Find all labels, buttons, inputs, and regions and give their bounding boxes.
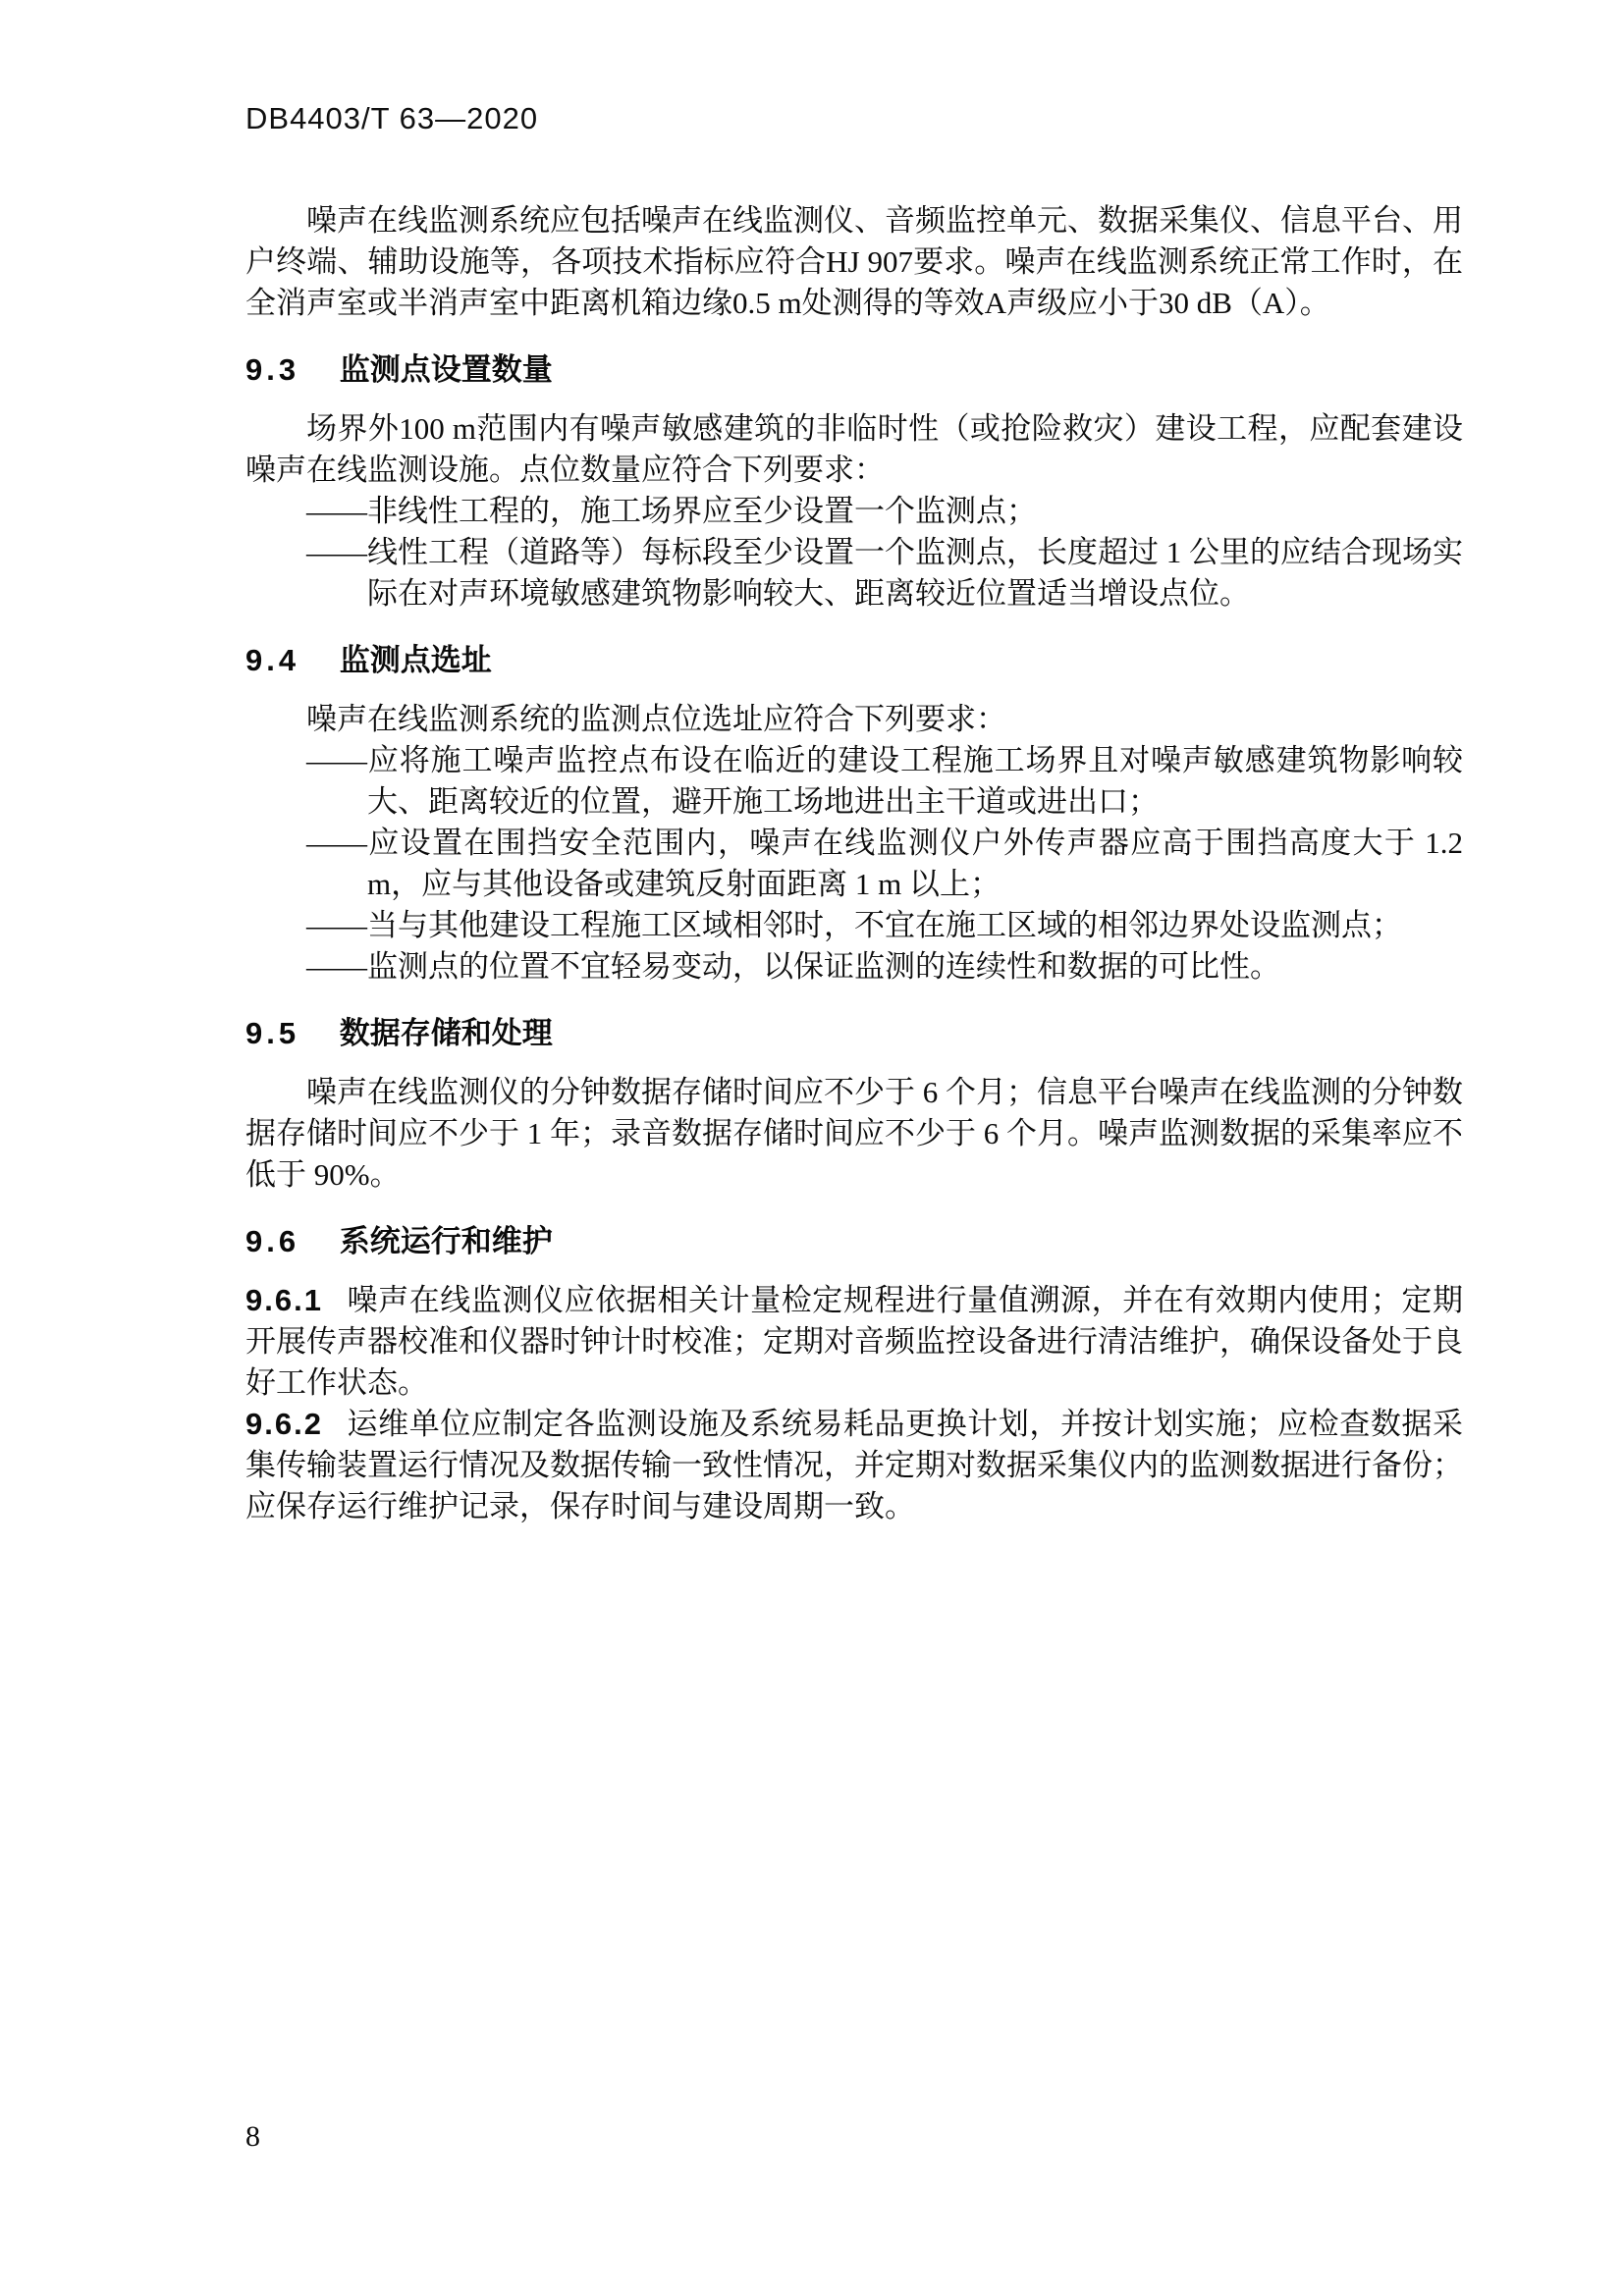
intro-paragraph: 噪声在线监测系统应包括噪声在线监测仪、音频监控单元、数据采集仪、信息平台、用户终端、辅助设施等，各项技术指标应符合HJ 907要求。噪声在线监测系统正常工作时，在全消声室或半消声室中距离机箱边缘0.5 m处测得的等效A声级应小于30 dB（A）。 [245, 203, 1463, 320]
page-header [245, 98, 1463, 139]
clause-9-6-1 [245, 1280, 1463, 1404]
section-9-5-title: 数据存储和处理 [339, 1016, 553, 1050]
section-9-4-title: 监测点选址 [339, 643, 492, 677]
section-9-4-list-item: ——应将施工噪声监控点布设在临近的建设工程施工场界且对噪声敏感建筑物影响较大、距离较近的位置，避开施工场地进出主干道或进出口； [306, 743, 1463, 819]
section-9-3-paragraph: 场界外100 m范围内有噪声敏感建筑的非临时性（或抢险救灾）建设工程，应配套建设噪声在线监测设施。点位数量应符合下列要求： [245, 411, 1463, 487]
section-9-3-title: 监测点设置数量 [339, 352, 553, 387]
clause-9-6-1-number: 9.6.1 [245, 1283, 323, 1317]
page-number: 8 [245, 2120, 260, 2153]
section-9-4-list-item: ——监测点的位置不宜轻易变动，以保证监测的连续性和数据的可比性。 [306, 949, 1280, 984]
section-9-5-paragraph: 噪声在线监测仪的分钟数据存储时间应不少于 6 个月；信息平台噪声在线监测的分钟数据存储时间应不少于 1 年；录音数据存储时间应不少于 6 个月。噪声监测数据的采集率应不低于 90%。 [245, 1075, 1463, 1192]
section-9-3-list-item: ——非线性工程的，施工场界应至少设置一个监测点； [306, 494, 1037, 528]
doc-code: DB4403/T 63—2020 [245, 101, 539, 135]
section-9-4-paragraph: 噪声在线监测系统的监测点位选址应符合下列要求： [306, 702, 1006, 736]
clause-9-6-2 [245, 1404, 1463, 1527]
section-9-6-title: 系统运行和维护 [339, 1224, 553, 1258]
section-9-4-list-item: ——应设置在围挡安全范围内，噪声在线监测仪户外传声器应高于围挡高度大于 1.2 m，应与其他设备或建筑反射面距离 1 m 以上； [306, 826, 1463, 901]
clause-9-6-1-text: 噪声在线监测仪应依据相关计量检定规程进行量值溯源，并在有效期内使用；定期开展传声器校准和仪器时钟计时校准；定期对音频监控设备进行清洁维护，确保设备处于良好工作状态。 [245, 1283, 1463, 1400]
section-9-4-number: 9.4 [245, 643, 300, 677]
section-9-4-heading [245, 640, 1463, 681]
section-9-3-heading [245, 349, 1463, 391]
section-9-6-number: 9.6 [245, 1224, 300, 1258]
section-9-4-list-item: ——当与其他建设工程施工区域相邻时，不宜在施工区域的相邻边界处设监测点； [306, 908, 1402, 942]
clause-9-6-2-number: 9.6.2 [245, 1407, 323, 1441]
clause-9-6-2-text: 运维单位应制定各监测设施及系统易耗品更换计划，并按计划实施；应检查数据采集传输装置运行情况及数据传输一致性情况，并定期对数据采集仪内的监测数据进行备份；应保存运行维护记录，保存时间与建设周期一致。 [245, 1407, 1463, 1523]
section-9-6-heading [245, 1221, 1463, 1262]
document-body [245, 98, 1463, 1527]
section-9-5-number: 9.5 [245, 1016, 300, 1050]
section-9-3-list-item: ——线性工程（道路等）每标段至少设置一个监测点，长度超过 1 公里的应结合现场实际在对声环境敏感建筑物影响较大、距离较近位置适当增设点位。 [306, 535, 1463, 611]
section-9-3-number: 9.3 [245, 352, 300, 387]
section-9-5-heading [245, 1013, 1463, 1054]
